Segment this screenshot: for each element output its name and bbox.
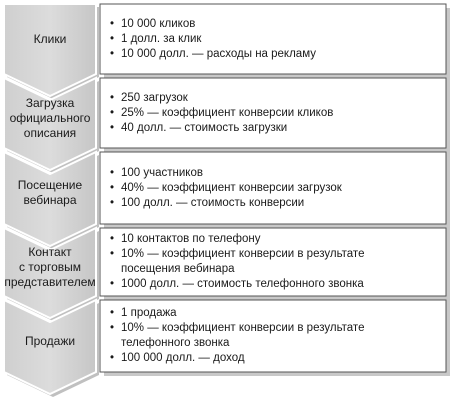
stage-detail-item: • 1 долл. за клик — [105, 32, 445, 47]
stage-detail-item: • 10 000 долл. — расходы на рекламу — [105, 47, 445, 62]
stage-detail-item: • 100 000 долл. — доход — [105, 351, 445, 366]
stage-label: Продажи — [24, 333, 76, 348]
stage-detail-item: • 100 участников — [105, 166, 445, 181]
stage-details-list — [105, 152, 445, 224]
stage-detail-item: • 10% — коэффициент конверсии в результате телефонного звонка — [105, 321, 445, 351]
stage-details-list — [105, 300, 445, 372]
stage-label: Посещение вебинара — [17, 178, 83, 207]
stage-detail-item: • 40% — коэффициент конверсии загрузок — [105, 181, 445, 196]
stage-detail-item: • 250 загрузок — [105, 91, 445, 106]
stage-detail-item: • 10 000 кликов — [105, 17, 445, 32]
stage-details-list — [105, 228, 445, 296]
stage-detail-item: • 25% — коэффициент конверсии кликов — [105, 106, 445, 121]
stage-detail-item: • 10 контактов по телефону — [105, 232, 445, 247]
stage-detail-item: • 1 продажа — [105, 306, 445, 321]
stage-label: Контакт с торговым представителем — [4, 244, 96, 289]
stage-label: Загрузка официального описания — [9, 95, 91, 140]
stage-detail-item: • 1000 долл. — стоимость телефонного звонка — [105, 277, 445, 292]
stage-details-list — [105, 4, 445, 74]
stage-detail-item: • 100 долл. — стоимость конверсии — [105, 196, 445, 211]
stage-detail-item: • 40 долл. — стоимость загрузки — [105, 121, 445, 136]
stage-detail-item: • 10% — коэффициент конверсии в результате посещения вебинара — [105, 247, 445, 277]
stage-label: Клики — [33, 31, 67, 46]
stage-details-list — [105, 78, 445, 148]
